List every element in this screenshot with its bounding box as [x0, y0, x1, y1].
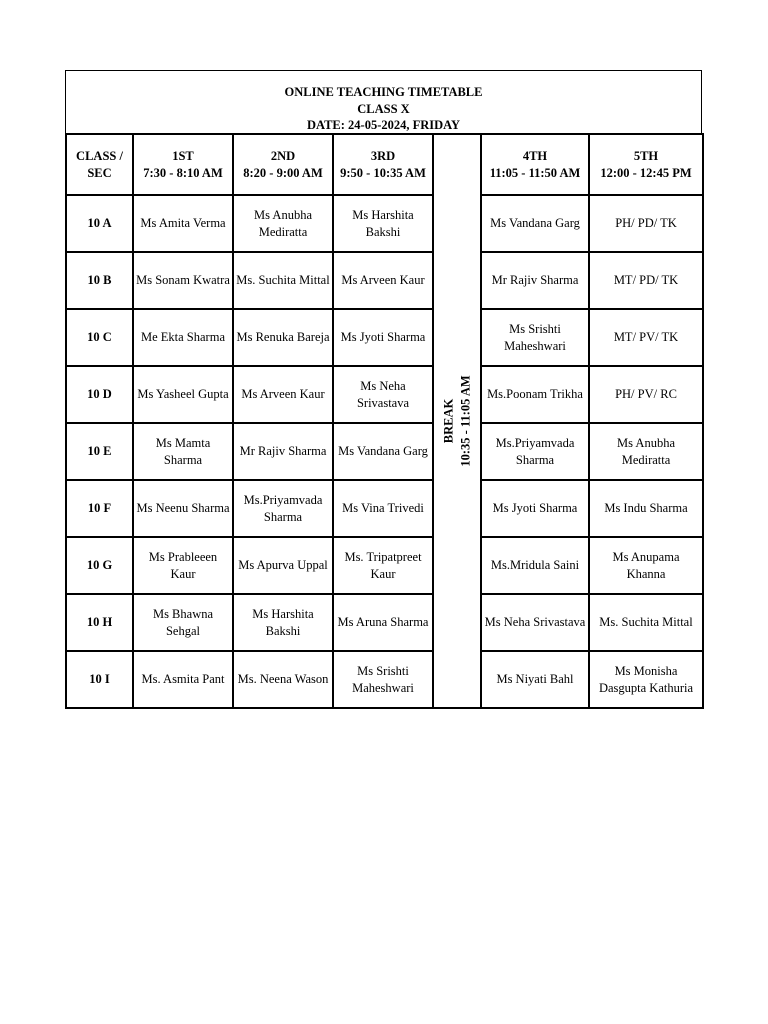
period-2-cell: Ms Anubha Mediratta	[233, 195, 333, 252]
column-header-period-4: 4TH 11:05 - 11:50 AM	[481, 134, 589, 195]
period-1-cell: Ms Bhawna Sehgal	[133, 594, 233, 651]
period-5-cell: Ms Monisha Dasgupta Kathuria	[589, 651, 703, 708]
timetable-sheet	[65, 70, 702, 709]
period-3-cell: Ms Srishti Maheshwari	[333, 651, 433, 708]
period-5-cell: Ms Indu Sharma	[589, 480, 703, 537]
timetable-header	[65, 70, 702, 133]
date-label: DATE: 24-05-2024, FRIDAY	[306, 118, 461, 132]
period-2-cell: Ms. Neena Wason	[233, 651, 333, 708]
table-row	[66, 195, 703, 252]
period-5-cell: MT/ PV/ TK	[589, 309, 703, 366]
period-5-cell: MT/ PD/ TK	[589, 252, 703, 309]
section-cell: 10 D	[66, 366, 133, 423]
period-3-cell: Ms Harshita Bakshi	[333, 195, 433, 252]
section-cell: 10 H	[66, 594, 133, 651]
period-3-cell: Ms Arveen Kaur	[333, 252, 433, 309]
period-2-cell: Mr Rajiv Sharma	[233, 423, 333, 480]
period-1-cell: Ms. Asmita Pant	[133, 651, 233, 708]
section-cell: 10 B	[66, 252, 133, 309]
period-1-cell: Ms Sonam Kwatra	[133, 252, 233, 309]
column-header-class-sec: CLASS / SEC	[66, 134, 133, 195]
table-row	[66, 366, 703, 423]
period-3-cell: Ms Vina Trivedi	[333, 480, 433, 537]
period-4-cell: Ms Jyoti Sharma	[481, 480, 589, 537]
period-2-cell: Ms. Suchita Mittal	[233, 252, 333, 309]
period-2-cell: Ms Arveen Kaur	[233, 366, 333, 423]
period-2-cell: Ms Apurva Uppal	[233, 537, 333, 594]
period-4-cell: Ms Niyati Bahl	[481, 651, 589, 708]
section-cell: 10 C	[66, 309, 133, 366]
period-3-cell: Ms Neha Srivastava	[333, 366, 433, 423]
table-row	[66, 252, 703, 309]
period-1-cell: Ms Prableeen Kaur	[133, 537, 233, 594]
period-3-cell: Ms. Tripatpreet Kaur	[333, 537, 433, 594]
period-1-cell: Ms Yasheel Gupta	[133, 366, 233, 423]
section-cell: 10 I	[66, 651, 133, 708]
period-1-cell: Me Ekta Sharma	[133, 309, 233, 366]
period-4-cell: Ms.Poonam Trikha	[481, 366, 589, 423]
period-4-cell: Ms Srishti Maheshwari	[481, 309, 589, 366]
table-row	[66, 651, 703, 708]
table-row	[66, 309, 703, 366]
timetable-title: ONLINE TEACHING TIMETABLE	[284, 85, 483, 99]
period-3-cell: Ms Aruna Sharma	[333, 594, 433, 651]
section-cell: 10 A	[66, 195, 133, 252]
break-column	[433, 134, 481, 708]
period-4-cell: Mr Rajiv Sharma	[481, 252, 589, 309]
period-4-cell: Ms.Priyamvada Sharma	[481, 423, 589, 480]
column-header-period-1: 1ST 7:30 - 8:10 AM	[133, 134, 233, 195]
period-5-cell: PH/ PD/ TK	[589, 195, 703, 252]
table-row	[66, 423, 703, 480]
section-cell: 10 E	[66, 423, 133, 480]
period-4-cell: Ms.Mridula Saini	[481, 537, 589, 594]
period-5-cell: Ms Anubha Mediratta	[589, 423, 703, 480]
column-header-period-3: 3RD 9:50 - 10:35 AM	[333, 134, 433, 195]
section-cell: 10 F	[66, 480, 133, 537]
period-2-cell: Ms Renuka Bareja	[233, 309, 333, 366]
header-row	[66, 134, 703, 195]
table-row	[66, 537, 703, 594]
period-5-cell: Ms Anupama Khanna	[589, 537, 703, 594]
column-header-period-2: 2ND 8:20 - 9:00 AM	[233, 134, 333, 195]
period-4-cell: Ms Neha Srivastava	[481, 594, 589, 651]
period-1-cell: Ms Amita Verma	[133, 195, 233, 252]
period-5-cell: Ms. Suchita Mittal	[589, 594, 703, 651]
period-1-cell: Ms Neenu Sharma	[133, 480, 233, 537]
table-row	[66, 594, 703, 651]
period-3-cell: Ms Vandana Garg	[333, 423, 433, 480]
break-label: BREAK 10:35 - 11:05 AM	[441, 375, 472, 467]
period-3-cell: Ms Jyoti Sharma	[333, 309, 433, 366]
period-5-cell: PH/ PV/ RC	[589, 366, 703, 423]
class-label: CLASS X	[357, 101, 410, 116]
period-1-cell: Ms Mamta Sharma	[133, 423, 233, 480]
column-header-period-5: 5TH 12:00 - 12:45 PM	[589, 134, 703, 195]
table-row	[66, 480, 703, 537]
timetable-table	[65, 133, 704, 709]
section-cell: 10 G	[66, 537, 133, 594]
period-2-cell: Ms.Priyamvada Sharma	[233, 480, 333, 537]
period-2-cell: Ms Harshita Bakshi	[233, 594, 333, 651]
period-4-cell: Ms Vandana Garg	[481, 195, 589, 252]
